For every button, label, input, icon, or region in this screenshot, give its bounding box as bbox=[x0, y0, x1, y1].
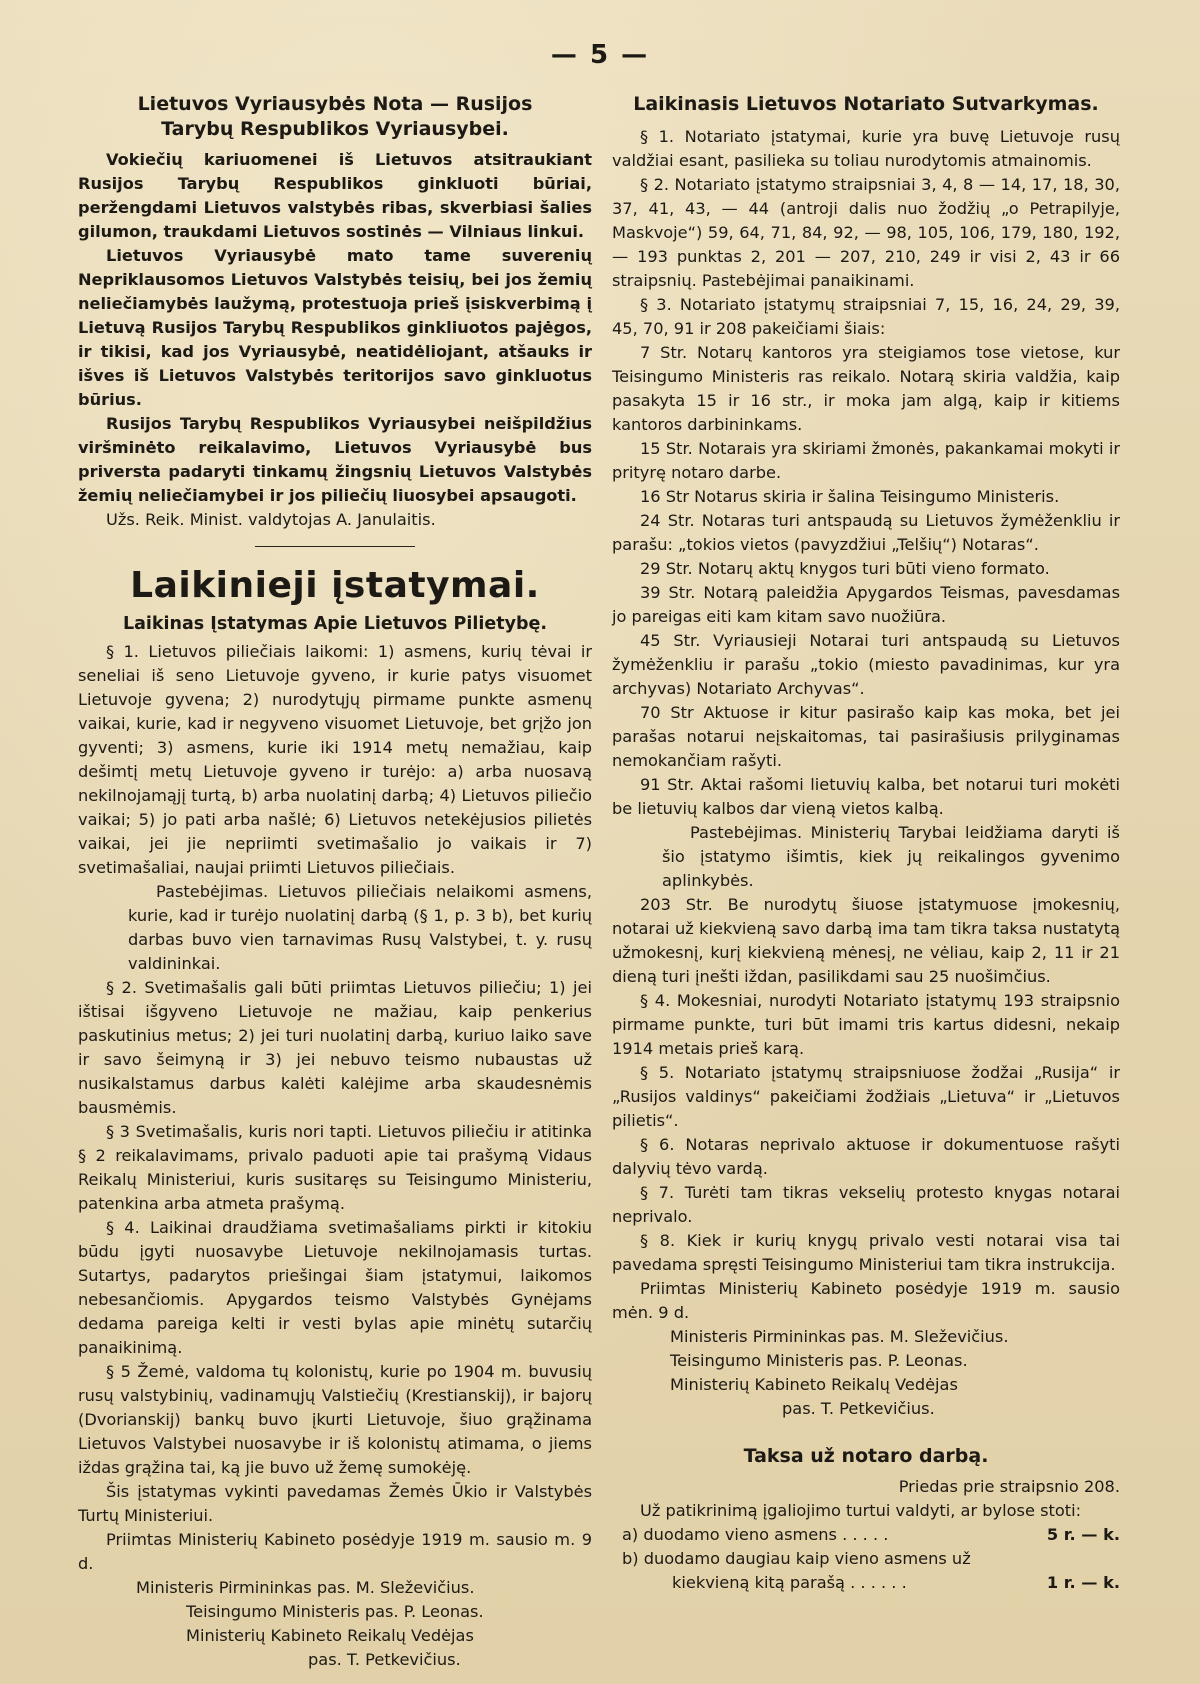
section-5: § 5 Žemė, valdoma tų kolonistų, kurie po 1904 m. buvusių rusų valstybinių, vadinamųjų Valstiečių (Krestianskij), ir bajorų (Dvorianskij) bankų buvo įkurti Lietuvoje, šiuo grąžinama Lietuvos Valstybei nuosavybe ir iš kolonistų atimama, o jiems iždas grąžina tai, ką jie buvo už žemę sumokėję. bbox=[78, 1362, 592, 1477]
signature-cabinet-manager-name: pas. T. Petkevičius. bbox=[308, 1650, 461, 1669]
note-paragraph: Lietuvos Vyriausybė mato tame suverenių Nepriklausomos Lietuvos Valstybės teisių, bei jos žemių neliečiamybės laužymą, protestuoja prieš įsiskverbimą į Lietuvą Rusijos Tarybų Respublikos ginkliuotos pajėgos, ir tikisi, kad jos Vyriausybė, neatidėliojant, atšauks ir išves iš Lietuvos Valstybės teritorijos savo ginkluotus būrius. bbox=[78, 246, 592, 409]
notary-section-1: § 1. Notariato įstatymai, kurie yra buvę Lietuvoje rusų valdžiai esant, pasilieka su toliau nurodytomis atmainomis. bbox=[612, 127, 1120, 170]
notary-title: Laikinasis Lietuvos Notariato Sutvarkymas. bbox=[633, 93, 1099, 115]
notary-section-7: § 7. Turėti tam tikras vekselių protesto knygas notarai neprivalo. bbox=[612, 1183, 1120, 1226]
note-signature: Užs. Reik. Minist. valdytojas A. Janulaitis. bbox=[106, 510, 436, 529]
article-45: 45 Str. Vyriausieji Notarai turi antspaudą su Lietuvos žymėženkliu ir parašu „tokio (miesto pavadinimas, kur yra archyvas) Notariato Archyvas“. bbox=[612, 631, 1120, 698]
note-title-line2: Tarybų Respublikos Vyriausybei. bbox=[161, 118, 509, 140]
notary-signature-cabinet-manager: Ministerių Kabineto Reikalų Vedėjas bbox=[670, 1375, 958, 1394]
right-column bbox=[612, 92, 1120, 1595]
tax-row-b-value: 1 r. — k. bbox=[1046, 1573, 1120, 1592]
execution-clause: Šis įstatymas vykinti pavedamas Žemės Ūkio ir Valstybės Turtų Ministeriui. bbox=[78, 1482, 592, 1525]
article-203: 203 Str. Be nurodytų šiuose įstatymuose įmokesnių, notarai už kiekvieną savo darbą ima tam tikra taksa nustatytą užmokesnį, kurį kiekvieną mėnesį, ne vėliau, kaip 2, 11 ir 21 dieną turi įnešti iždan, pasilikdami sau 25 nuošimčius. bbox=[612, 895, 1120, 986]
article-39: 39 Str. Notarą paleidžia Apygardos Teismas, pavesdamas jo pareigas eiti kam kitam savo nuožiūra. bbox=[612, 583, 1120, 626]
divider bbox=[255, 546, 415, 547]
article-24: 24 Str. Notaras turi antspaudą su Lietuvos žymėženkliu ir parašu: „tokios vietos (pavyzdžiui „Telšių“) Notaras“. bbox=[612, 511, 1120, 554]
tax-appendix: Priedas prie straipsnio 208. bbox=[898, 1477, 1120, 1496]
citizenship-law-title: Laikinas Įstatymas Apie Lietuvos Pilietybę. bbox=[122, 614, 548, 634]
left-column bbox=[78, 92, 592, 1672]
tax-row-a bbox=[612, 1523, 1120, 1547]
notary-section-8: § 8. Kiek ir kurių knygų privalo vesti notarai visa tai pavedama spręsti Teisingumo Ministeriui tam tikra instrukcija. bbox=[612, 1231, 1120, 1274]
tax-intro: Už patikrinimą įgaliojimo turtui valdyti, ar bylose stoti: bbox=[640, 1501, 1082, 1520]
section-1-note-block bbox=[78, 880, 592, 976]
tax-row-b-line2 bbox=[612, 1571, 1120, 1595]
note-paragraph: Rusijos Tarybų Respublikos Vyriausybei neišpildžius viršminėto reikalavimo, Lietuvos Vyriausybė bus priversta padaryti tinkamų žingsnių Lietuvos Valstybės žemių neliečiamybei ir jos piliečių liuosybei apsaugoti. bbox=[78, 414, 592, 505]
notary-section-6: § 6. Notaras neprivalo aktuose ir dokumentuose rašyti dalyvių tėvo vardą. bbox=[612, 1135, 1120, 1178]
section-3: § 3 Svetimašalis, kuris nori tapti. Lietuvos piliečiu ir atitinka § 2 reikalavimams, privalo paduoti apie tai prašymą Vidaus Reikalų Ministeriui, kuris susitaręs su Teisingumo Ministeriu, patenkina arba atmeta prašymą. bbox=[78, 1122, 592, 1213]
adoption-date: Priimtas Ministerių Kabineto posėdyje 1919 m. sausio m. 9 d. bbox=[78, 1530, 592, 1573]
notary-section-3: § 3. Notariato įstatymų straipsniai 7, 15, 16, 24, 29, 39, 45, 70, 91 ir 208 pakeičiami šiais: bbox=[612, 295, 1120, 338]
article-91-note-block bbox=[612, 821, 1120, 893]
article-15: 15 Str. Notarais yra skiriami žmonės, pakankamai mokyti ir prityrę notaro darbe. bbox=[612, 439, 1120, 482]
tax-title: Taksa už notaro darbą. bbox=[743, 1445, 989, 1467]
signature-prime-minister: Ministeris Pirmininkas pas. M. Sleževičius. bbox=[136, 1578, 475, 1597]
article-70: 70 Str Aktuose ir kitur pasirašo kaip kas moka, bet jei parašas notarui neįskaitomas, tai pasirašiusis prilyginamas nemokančiam rašyti. bbox=[612, 703, 1120, 770]
signature-cabinet-manager: Ministerių Kabineto Reikalų Vedėjas bbox=[186, 1626, 474, 1645]
notary-section-4: § 4. Mokesniai, nurodyti Notariato įstatymų 193 straipsnio pirmame punkte, turi būt imami tris kartus didesni, nekaip 1914 metais prieš karą. bbox=[612, 991, 1120, 1058]
notary-signature-prime-minister: Ministeris Pirmininkas pas. M. Sleževičius. bbox=[670, 1327, 1009, 1346]
note-paragraph: Vokiečių kariuomenei iš Lietuvos atsitraukiant Rusijos Tarybų Respublikos ginkluoti būriai, peržengdami Lietuvos valstybės ribas, skverbiasi šalies gilumon, traukdami Lietuvos sostinės — Vilniaus linkui. bbox=[78, 150, 592, 241]
notary-section-2: § 2. Notariato įstatymo straipsniai 3, 4, 8 — 14, 17, 18, 30, 37, 41, 43, — 44 (antroji dalis nuo žodžių „o Petrapilyje, Maskvoje“) 59, 64, 71, 84, 92, — 98, 105, 106, 179, 180, 192, — 193 punktas 2, 201 — 207, 210, 249 ir visi 2, 43 ir 66 straipsnių. Pastebėjimai panaikinami. bbox=[612, 175, 1120, 290]
article-91: 91 Str. Aktai rašomi lietuvių kalba, bet notarui turi mokėti be lietuvių kalbos dar vieną vietos kalbą. bbox=[612, 775, 1120, 818]
section-4: § 4. Laikinai draudžiama svetimašaliams pirkti ir kitokiu būdu įgyti nuosavybe Lietuvoje nekilnojamasis turtas. Sutartys, padarytos priešingai šiam įstatymui, laikomos nebesančiomis. Apygardos teismo Valstybės Gynėjams dedama pareiga kelti ir vesti bylas apie minėtų sutarčių panaikinimą. bbox=[78, 1218, 592, 1357]
section-1-note: Pastebėjimas. Lietuvos piliečiais nelaikomi asmens, kurie, kad ir turėjo nuolatinį darbą (§ 1, p. 3 b), bet kurių darbas buvo vien tarnavimas Rusų Valstybei, t. y. rusų valdininkai. bbox=[128, 882, 592, 973]
tax-row-b-label: b) duodamo daugiau kaip vieno asmens už bbox=[622, 1549, 971, 1568]
article-29: 29 Str. Notarų aktų knygos turi būti vieno formato. bbox=[640, 559, 1050, 578]
section-1: § 1. Lietuvos piliečiais laikomi: 1) asmens, kurių tėvai ir seneliai iš seno Lietuvoje gyveno, ir kurie patys visuomet Lietuvoje gyvena; 2) nurodytųjų pirmame punkte asmenų vaikai, kurie, kad ir negyveno visuomet Lietuvoje, bet grįžo jon gyventi; 3) asmens, kurie iki 1914 metų nemažiau, kaip dešimtį metų Lietuvoje gyveno ir turėjo: a) arba nuosavą nekilnojamąjį turtą, b) arba nuolatinį darbą; 4) Lietuvos piliečio vaikai; 5) jo pati arba našlė; 6) Lietuvos netekėjusios pilietės vaikai, jei jie nepriimti svetimašalio jo vaikais ir 7) svetimašaliai, naujai priimti Lietuvos piliečiais. bbox=[78, 642, 592, 877]
article-91-note: Pastebėjimas. Ministerių Tarybai leidžiama daryti iš šio įstatymo išimtis, kiek jų reikalingos gyvenimo aplinkybės. bbox=[662, 823, 1120, 890]
page-number: — 5 — bbox=[550, 40, 650, 70]
tax-row-b-line1 bbox=[612, 1547, 1120, 1571]
notary-signature-justice-minister: Teisingumo Ministeris pas. P. Leonas. bbox=[670, 1351, 968, 1370]
section-2: § 2. Svetimašalis gali būti priimtas Lietuvos piliečiu; 1) jei ištisai išgyveno Lietuvoje ne mažiau, kaip penkerius paskutinius metus; 2) jei turi nuolatinį darbą, kuriuo laiko save ir savo šeimyną ir 3) jei nebuvo teismo nubaustas už nusikalstamus darbus kalėti kalėjime arba skaudesnėmis bausmėmis. bbox=[78, 978, 592, 1117]
article-7: 7 Str. Notarų kantoros yra steigiamos tose vietose, kur Teisingumo Ministeris ras reikalo. Notarą skiria valdžia, kaip pasakyta 15 ir 16 str., ir moka jam algą, kaip ir kitiems kantoros darbininkams. bbox=[612, 343, 1120, 434]
note-title-line1: Lietuvos Vyriausybės Nota — Rusijos bbox=[137, 93, 533, 115]
tax-row-a-value: 5 r. — k. bbox=[1046, 1525, 1120, 1544]
notary-signature-cabinet-manager-name: pas. T. Petkevičius. bbox=[782, 1399, 935, 1418]
signature-justice-minister: Teisingumo Ministeris pas. P. Leonas. bbox=[186, 1602, 484, 1621]
tax-row-b-label-cont: kiekvieną kitą parašą . . . . . . bbox=[672, 1573, 907, 1592]
tax-row-a-label: a) duodamo vieno asmens . . . . . bbox=[622, 1525, 889, 1544]
notary-section-5: § 5. Notariato įstatymų straipsniuose žodžai „Rusija“ ir „Rusijos valdinys“ pakeičiami žodžiais „Lietuva“ ir „Lietuvos pilietis“. bbox=[612, 1063, 1120, 1130]
article-16: 16 Str Notarus skiria ir šalina Teisingumo Ministeris. bbox=[640, 487, 1060, 506]
laws-heading: Laikinieji įstatymai. bbox=[130, 565, 540, 606]
notary-adoption-date: Priimtas Ministerių Kabineto posėdyje 1919 m. sausio mėn. 9 d. bbox=[612, 1279, 1120, 1322]
